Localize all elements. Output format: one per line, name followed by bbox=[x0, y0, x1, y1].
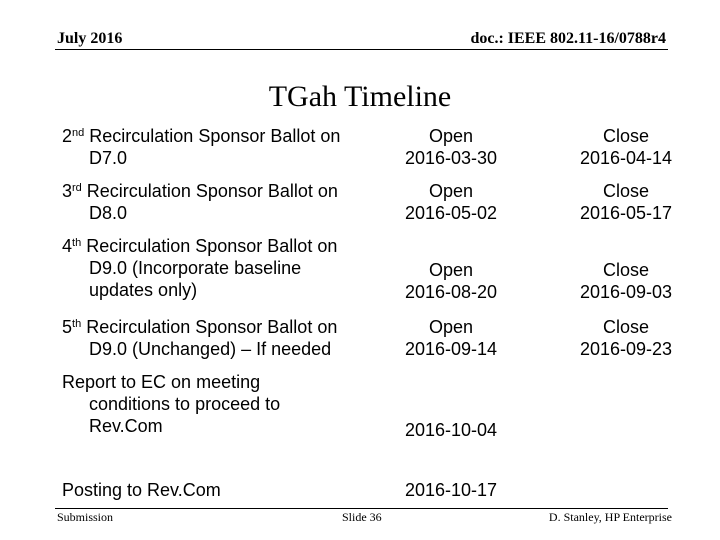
open-label: Open bbox=[428, 260, 474, 280]
close-label: Close bbox=[602, 317, 650, 337]
footer-author: D. Stanley, HP Enterprise bbox=[548, 510, 672, 524]
open-date: 2016-10-17 bbox=[404, 480, 498, 500]
item-line-3: updates only) bbox=[89, 280, 198, 300]
item-line-1: Recirculation Sponsor Ballot on bbox=[81, 236, 338, 256]
open-date: 2016-09-14 bbox=[404, 339, 498, 359]
header-date: July 2016 bbox=[57, 30, 123, 47]
slide-title: TGah Timeline bbox=[268, 80, 452, 113]
open-date: 2016-05-02 bbox=[404, 203, 498, 223]
open-label: Open bbox=[428, 126, 474, 146]
open-date: 2016-03-30 bbox=[404, 148, 498, 168]
item-line-1: Recirculation Sponsor Ballot on bbox=[84, 126, 341, 146]
item-line-1: Recirculation Sponsor Ballot on bbox=[81, 181, 338, 201]
item-ordinal-suffix: th bbox=[72, 237, 82, 249]
close-column bbox=[575, 316, 677, 360]
item-ordinal: 2 bbox=[62, 126, 73, 146]
open-column bbox=[400, 180, 502, 224]
open-label: Open bbox=[428, 317, 474, 337]
close-column bbox=[575, 259, 677, 303]
header-doc-id: doc.: IEEE 802.11-16/0788r4 bbox=[470, 30, 666, 47]
item-line-2: D9.0 (Incorporate baseline bbox=[89, 258, 302, 278]
footer-divider bbox=[55, 508, 668, 509]
open-column bbox=[400, 259, 502, 303]
timeline-item-text bbox=[62, 180, 392, 224]
open-date: 2016-10-04 bbox=[404, 420, 498, 440]
open-label: Open bbox=[428, 181, 474, 201]
open-column bbox=[400, 419, 502, 441]
timeline-item-text bbox=[62, 371, 392, 437]
timeline-item-text bbox=[62, 125, 392, 169]
close-label: Close bbox=[602, 260, 650, 280]
item-ordinal-suffix: th bbox=[72, 318, 82, 330]
footer-submission: Submission bbox=[57, 510, 114, 524]
item-line-1: Recirculation Sponsor Ballot on bbox=[81, 317, 338, 337]
open-column bbox=[400, 479, 502, 501]
item-line-2: conditions to proceed to bbox=[89, 394, 281, 414]
close-date: 2016-04-14 bbox=[579, 148, 673, 168]
header-divider bbox=[55, 49, 668, 50]
open-date: 2016-08-20 bbox=[404, 282, 498, 302]
timeline-item-text bbox=[62, 235, 392, 301]
item-line-1: Report to EC on meeting bbox=[62, 372, 261, 392]
item-line-3: Rev.Com bbox=[89, 416, 163, 436]
close-column bbox=[575, 125, 677, 169]
footer-slide-number: Slide 36 bbox=[342, 510, 382, 524]
close-label: Close bbox=[602, 181, 650, 201]
item-line-2: D7.0 bbox=[89, 148, 128, 168]
close-column bbox=[575, 180, 677, 224]
item-line-2: D8.0 bbox=[89, 203, 128, 223]
item-ordinal-suffix: nd bbox=[72, 127, 85, 139]
close-date: 2016-05-17 bbox=[579, 203, 673, 223]
open-column bbox=[400, 125, 502, 169]
open-column bbox=[400, 316, 502, 360]
item-line-2: D9.0 (Unchanged) – If needed bbox=[89, 339, 332, 359]
item-ordinal-suffix: rd bbox=[72, 182, 82, 194]
item-line-1: Posting to Rev.Com bbox=[62, 480, 221, 500]
close-date: 2016-09-23 bbox=[579, 339, 673, 359]
timeline-item-text bbox=[62, 479, 392, 501]
timeline-item-text bbox=[62, 316, 392, 360]
item-ordinal: 3 bbox=[62, 181, 73, 201]
item-ordinal: 4 bbox=[62, 236, 73, 256]
close-date: 2016-09-03 bbox=[579, 282, 673, 302]
item-ordinal: 5 bbox=[62, 317, 73, 337]
close-label: Close bbox=[602, 126, 650, 146]
